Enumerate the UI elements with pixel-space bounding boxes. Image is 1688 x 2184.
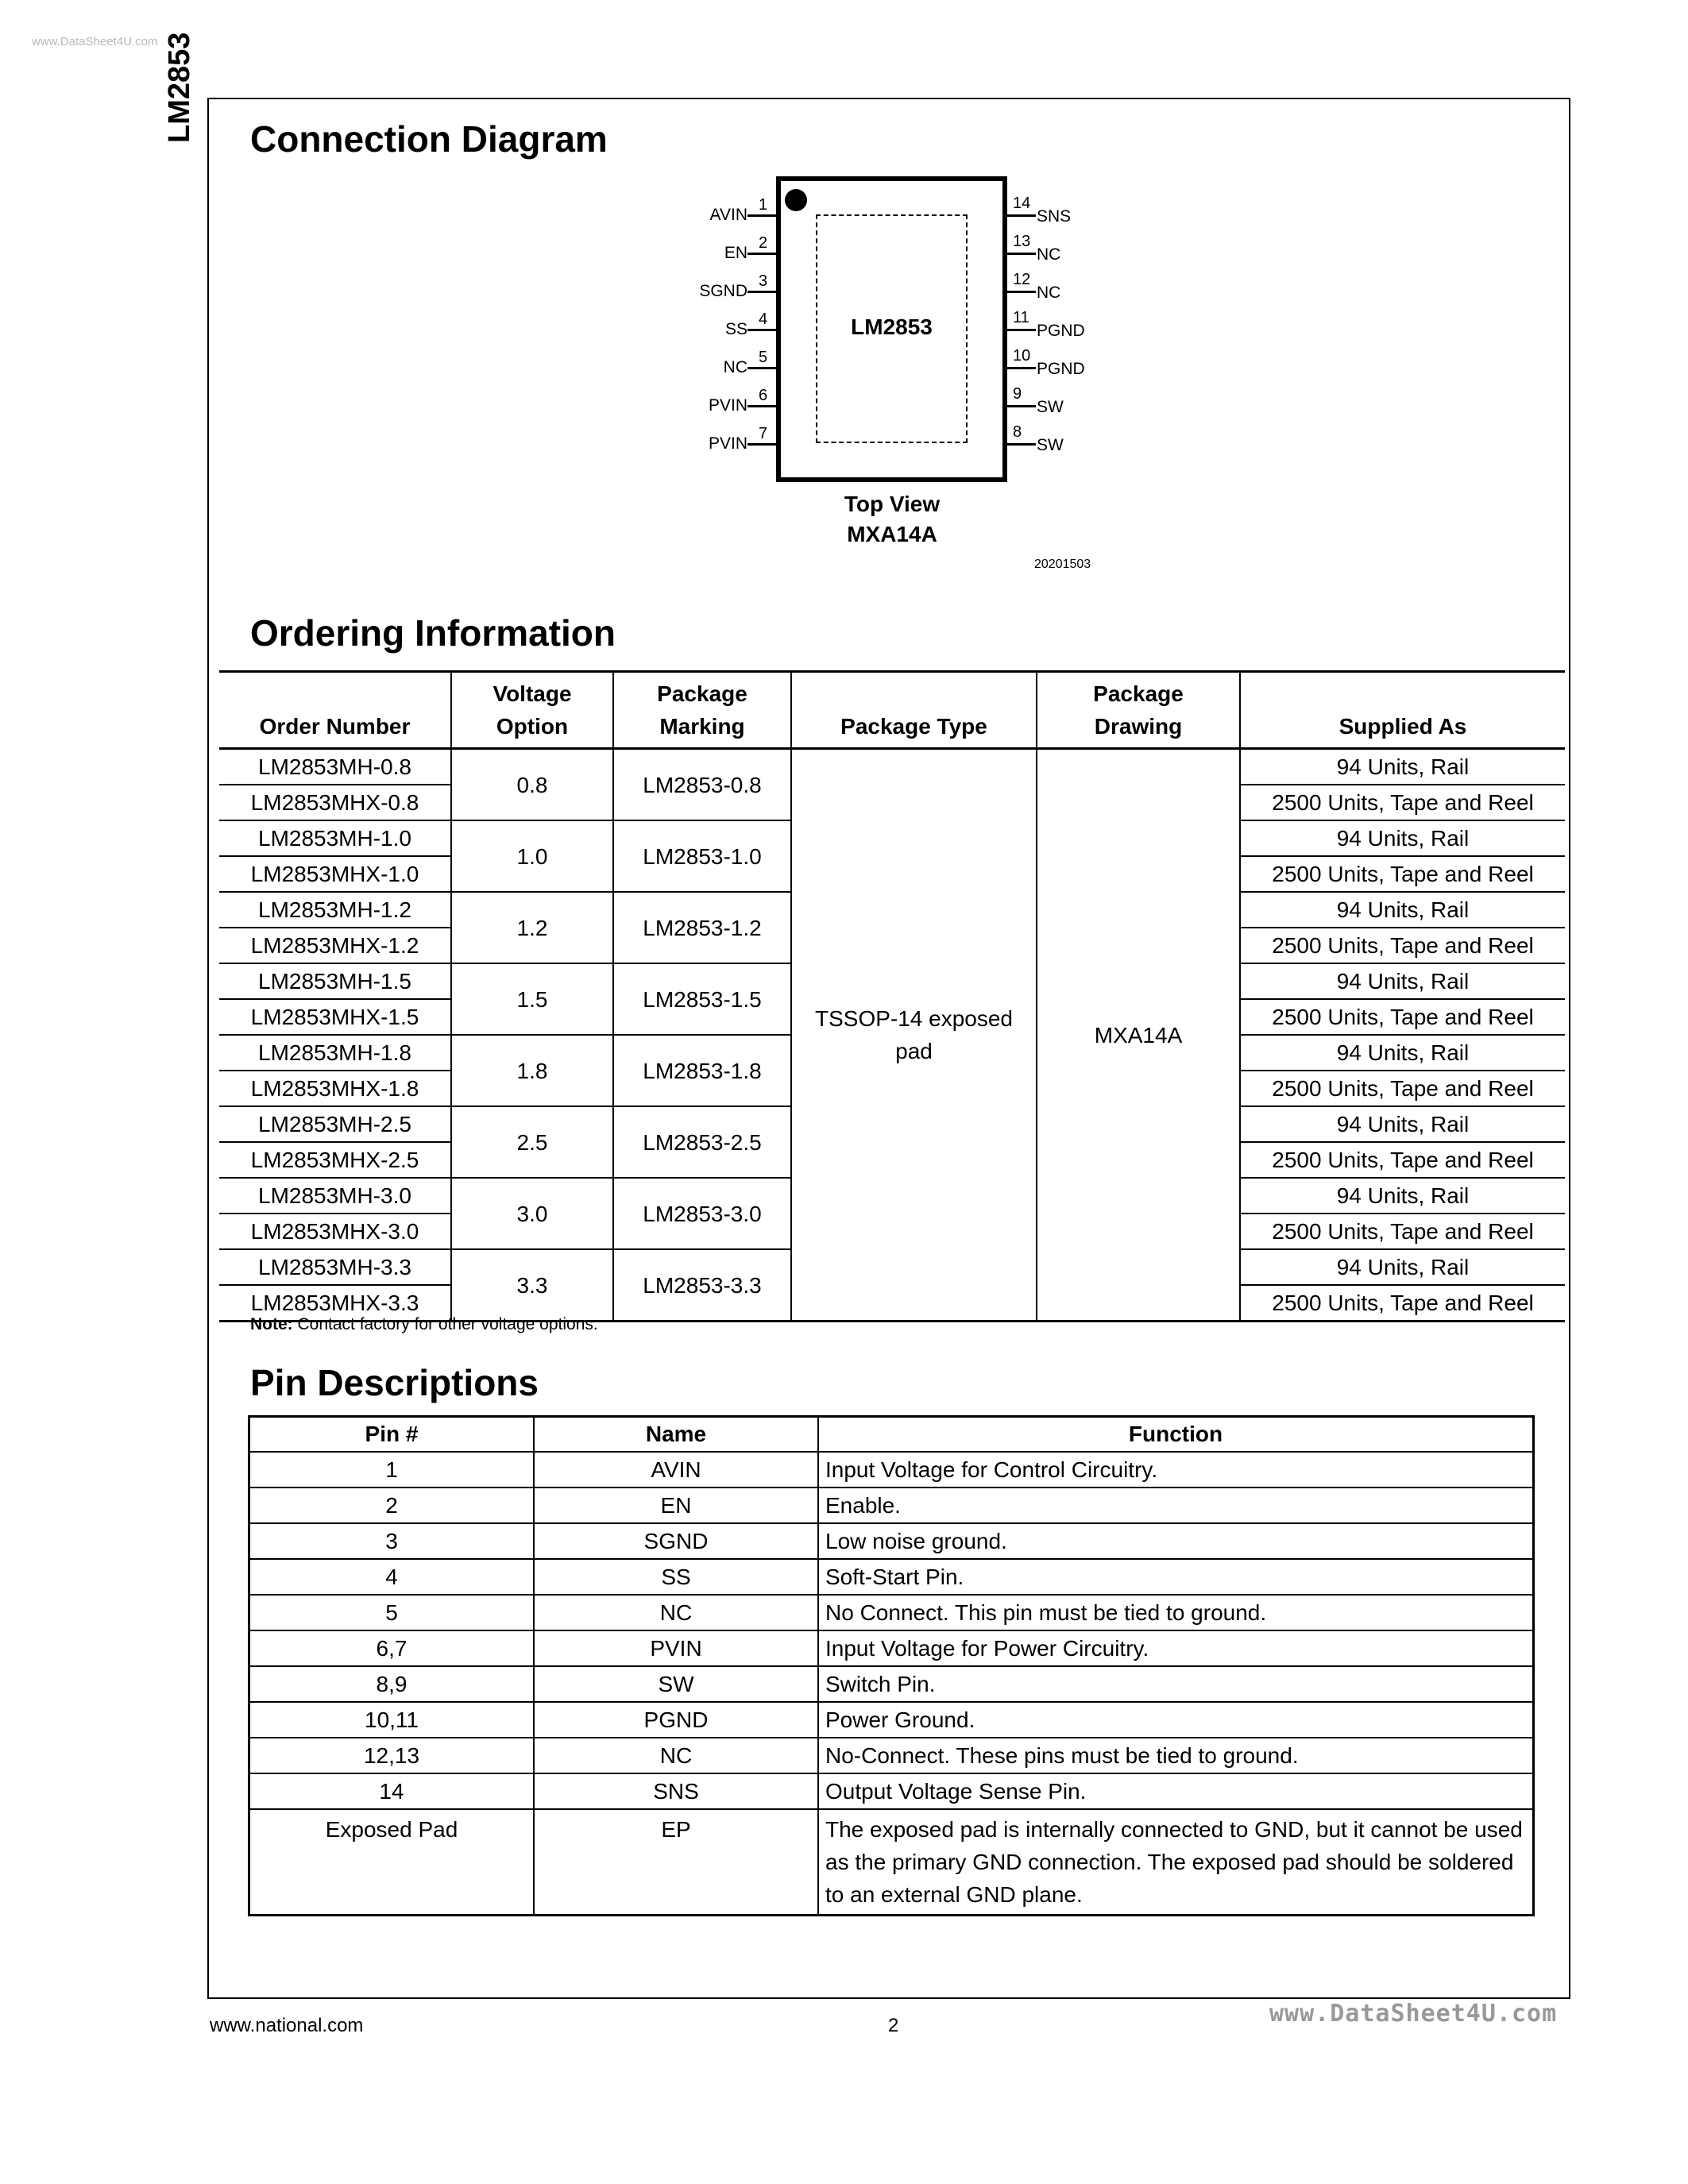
- supplied-as-cell: 94 Units, Rail: [1240, 1106, 1565, 1142]
- pin-lead-right: [1007, 291, 1036, 293]
- caption-package: MXA14A: [847, 522, 937, 546]
- supplied-as-cell: 2500 Units, Tape and Reel: [1240, 1142, 1565, 1178]
- supplied-as-cell: 94 Units, Rail: [1240, 749, 1565, 785]
- order-number-cell: LM2853MHX-1.2: [219, 928, 451, 963]
- voltage-option-cell: 0.8: [451, 749, 613, 821]
- pin-name-cell: PGND: [534, 1702, 818, 1738]
- col-pin-function: Function: [818, 1417, 1534, 1453]
- pin-label: NC: [1037, 245, 1061, 264]
- connection-diagram-heading: Connection Diagram: [250, 118, 608, 160]
- pin-lead-left: [747, 405, 776, 407]
- pin-number: 1: [759, 196, 768, 214]
- pin-number-cell: 10,11: [249, 1702, 535, 1738]
- pin-row: [249, 1595, 1534, 1630]
- pin-label: SS: [724, 320, 747, 338]
- supplied-as-cell: 94 Units, Rail: [1240, 1178, 1565, 1214]
- pin-number: 4: [759, 311, 768, 328]
- package-marking-cell: LM2853-1.5: [613, 963, 791, 1035]
- pin-name-cell: NC: [534, 1738, 818, 1773]
- order-number-cell: LM2853MH-0.8: [219, 749, 451, 785]
- side-part-number: LM2853: [163, 32, 196, 143]
- pin-row: [249, 1809, 1534, 1916]
- pin-function-cell: Switch Pin.: [818, 1666, 1534, 1702]
- pin-name-cell: EN: [534, 1488, 818, 1523]
- pin-label: NC: [723, 358, 747, 376]
- supplied-as-cell: 2500 Units, Tape and Reel: [1240, 1214, 1565, 1249]
- pin-row: [249, 1559, 1534, 1595]
- supplied-as-cell: 94 Units, Rail: [1240, 820, 1565, 856]
- pin-name-cell: SS: [534, 1559, 818, 1595]
- pin-number-cell: 12,13: [249, 1738, 535, 1773]
- supplied-as-cell: 2500 Units, Tape and Reel: [1240, 856, 1565, 892]
- package-marking-cell: LM2853-3.0: [613, 1178, 791, 1249]
- order-number-cell: LM2853MHX-1.0: [219, 856, 451, 892]
- col-order-number: Order Number: [219, 672, 451, 749]
- pin-function-cell: Input Voltage for Power Circuitry.: [818, 1630, 1534, 1666]
- order-number-cell: LM2853MHX-1.8: [219, 1071, 451, 1106]
- pin-name-cell: SW: [534, 1666, 818, 1702]
- voltage-option-cell: 1.0: [451, 820, 613, 892]
- pin-number: 7: [759, 425, 768, 442]
- order-number-cell: LM2853MH-1.0: [219, 820, 451, 856]
- pin-label: AVIN: [709, 206, 747, 224]
- ordering-table: [219, 670, 1565, 1322]
- pin-number: 6: [759, 387, 768, 404]
- ic-chip-name: LM2853: [851, 314, 933, 339]
- pin-label: SGND: [699, 282, 747, 300]
- pin-row: [249, 1773, 1534, 1809]
- order-number-cell: LM2853MHX-1.5: [219, 999, 451, 1035]
- pin-function-cell: Input Voltage for Control Circuitry.: [818, 1452, 1534, 1488]
- footer-website[interactable]: www.national.com: [210, 2015, 364, 2036]
- pin-label: PGND: [1037, 360, 1085, 378]
- pin-lead-right: [1007, 405, 1036, 407]
- pin-lead-left: [747, 329, 776, 331]
- pin-number: 14: [1013, 195, 1031, 212]
- voltage-option-cell: 1.8: [451, 1035, 613, 1106]
- order-number-cell: LM2853MHX-3.3: [219, 1285, 451, 1322]
- voltage-option-cell: 2.5: [451, 1106, 613, 1178]
- pin-row: [249, 1452, 1534, 1488]
- package-marking-cell: LM2853-1.2: [613, 892, 791, 963]
- pin-name-cell: PVIN: [534, 1630, 818, 1666]
- voltage-option-cell: 1.2: [451, 892, 613, 963]
- pin-function-cell: Power Ground.: [818, 1702, 1534, 1738]
- order-number-cell: LM2853MH-2.5: [219, 1106, 451, 1142]
- order-number-cell: LM2853MH-3.0: [219, 1178, 451, 1214]
- package-type-line1: TSSOP-14 exposed: [814, 1006, 1014, 1031]
- pin-lead-right: [1007, 367, 1036, 369]
- supplied-as-cell: 94 Units, Rail: [1240, 963, 1565, 999]
- pin-lead-left: [747, 291, 776, 293]
- ordering-note: [250, 1315, 598, 1334]
- diagram-caption: [773, 489, 1011, 550]
- pin-number: 12: [1013, 271, 1031, 288]
- supplied-as-cell: 2500 Units, Tape and Reel: [1240, 999, 1565, 1035]
- order-number-cell: LM2853MH-3.3: [219, 1249, 451, 1285]
- top-watermark: www.DataSheet4U.com: [32, 35, 158, 48]
- pin-name-cell: AVIN: [534, 1452, 818, 1488]
- pin-lead-left: [747, 214, 776, 217]
- pin-function-cell: Low noise ground.: [818, 1523, 1534, 1559]
- col-pin-number: Pin #: [249, 1417, 535, 1453]
- pin-lead-left: [747, 443, 776, 446]
- pin-descriptions-table: [248, 1415, 1535, 1916]
- caption-view: Top View: [844, 492, 941, 516]
- footer-watermark: www.DataSheet4U.com: [1269, 2000, 1558, 2028]
- note-text: Contact factory for other voltage options.: [292, 1315, 598, 1333]
- supplied-as-cell: 2500 Units, Tape and Reel: [1240, 1071, 1565, 1106]
- pin-lead-right: [1007, 253, 1036, 255]
- pin-descriptions-heading: Pin Descriptions: [250, 1362, 539, 1403]
- package-marking-cell: LM2853-3.3: [613, 1249, 791, 1322]
- package-marking-cell: LM2853-1.8: [613, 1035, 791, 1106]
- pin-row: [249, 1523, 1534, 1559]
- order-number-cell: LM2853MH-1.2: [219, 892, 451, 928]
- pin-label: PGND: [1037, 322, 1085, 340]
- pin-function-cell: No-Connect. These pins must be tied to ground.: [818, 1738, 1534, 1773]
- order-number-cell: LM2853MHX-2.5: [219, 1142, 451, 1178]
- pin-lead-right: [1007, 443, 1036, 446]
- col-package-drawing: [1037, 672, 1240, 749]
- ordering-information-heading: Ordering Information: [250, 612, 616, 654]
- pin-number-cell: 4: [249, 1559, 535, 1595]
- voltage-option-cell: 3.0: [451, 1178, 613, 1249]
- pin-row: [249, 1488, 1534, 1523]
- pin-number: 8: [1013, 423, 1022, 441]
- pin1-marker-icon: [785, 189, 807, 211]
- package-marking-cell: LM2853-2.5: [613, 1106, 791, 1178]
- col-pin-name: Name: [534, 1417, 818, 1453]
- pin-header-row: [249, 1417, 1534, 1453]
- col-drawing-line2: Drawing: [1094, 714, 1183, 739]
- figure-id: 20201503: [1034, 558, 1091, 571]
- pin-label: NC: [1037, 284, 1061, 302]
- footer-page-number: 2: [888, 2015, 899, 2036]
- pin-lead-right: [1007, 214, 1036, 217]
- col-voltage-line2: Option: [496, 714, 569, 739]
- pin-number-cell: 14: [249, 1773, 535, 1809]
- pin-number-cell: 8,9: [249, 1666, 535, 1702]
- pin-number-cell: Exposed Pad: [249, 1809, 535, 1916]
- pin-row: [249, 1666, 1534, 1702]
- pin-number: 3: [759, 272, 768, 290]
- pin-function-cell: No Connect. This pin must be tied to ground.: [818, 1595, 1534, 1630]
- col-marking-line2: Marking: [659, 714, 745, 739]
- pin-number: 13: [1013, 233, 1031, 250]
- supplied-as-cell: 2500 Units, Tape and Reel: [1240, 1285, 1565, 1322]
- pin-lead-left: [747, 253, 776, 255]
- pin-function-cell: The exposed pad is internally connected to GND, but it cannot be used as the primary GND connection. The exposed pad should be soldered to an external GND plane.: [818, 1809, 1534, 1916]
- pin-number-cell: 3: [249, 1523, 535, 1559]
- order-number-cell: LM2853MH-1.5: [219, 963, 451, 999]
- pin-name-cell: NC: [534, 1595, 818, 1630]
- col-marking-line1: Package: [657, 681, 747, 706]
- package-drawing-cell: MXA14A: [1037, 749, 1240, 1322]
- col-package-marking: [613, 672, 791, 749]
- col-voltage-line1: Voltage: [492, 681, 572, 706]
- pin-function-cell: Enable.: [818, 1488, 1534, 1523]
- note-label: Note:: [250, 1315, 293, 1333]
- voltage-option-cell: 1.5: [451, 963, 613, 1035]
- pin-number: 11: [1013, 309, 1029, 326]
- pin-lead-right: [1007, 329, 1036, 331]
- order-row: [219, 749, 1565, 785]
- package-type-cell: [791, 749, 1037, 1322]
- col-voltage-option: [451, 672, 613, 749]
- order-number-cell: LM2853MHX-0.8: [219, 785, 451, 820]
- pin-row: [249, 1738, 1534, 1773]
- pin-number-cell: 2: [249, 1488, 535, 1523]
- pin-name-cell: SGND: [534, 1523, 818, 1559]
- pin-number: 9: [1013, 385, 1022, 403]
- pin-row: [249, 1702, 1534, 1738]
- pin-function-cell: Soft-Start Pin.: [818, 1559, 1534, 1595]
- pin-label: PVIN: [708, 434, 747, 453]
- ordering-header-row: [219, 672, 1565, 749]
- order-number-cell: LM2853MH-1.8: [219, 1035, 451, 1071]
- package-type-line2: pad: [895, 1039, 933, 1063]
- voltage-option-cell: 3.3: [451, 1249, 613, 1322]
- pin-label: PVIN: [708, 396, 747, 415]
- pin-number-cell: 1: [249, 1452, 535, 1488]
- col-package-type: Package Type: [791, 672, 1037, 749]
- pin-row: [249, 1630, 1534, 1666]
- supplied-as-cell: 94 Units, Rail: [1240, 892, 1565, 928]
- package-marking-cell: LM2853-0.8: [613, 749, 791, 821]
- supplied-as-cell: 2500 Units, Tape and Reel: [1240, 785, 1565, 820]
- pin-name-cell: EP: [534, 1809, 818, 1916]
- package-marking-cell: LM2853-1.0: [613, 820, 791, 892]
- col-drawing-line1: Package: [1093, 681, 1184, 706]
- pin-name-cell: SNS: [534, 1773, 818, 1809]
- pin-function-cell: Output Voltage Sense Pin.: [818, 1773, 1534, 1809]
- supplied-as-cell: 2500 Units, Tape and Reel: [1240, 928, 1565, 963]
- pin-number-cell: 5: [249, 1595, 535, 1630]
- pin-lead-left: [747, 367, 776, 369]
- pin-label: SNS: [1037, 207, 1072, 226]
- supplied-as-cell: 94 Units, Rail: [1240, 1035, 1565, 1071]
- pin-number: 5: [759, 349, 768, 366]
- pin-number-cell: 6,7: [249, 1630, 535, 1666]
- pin-label: SW: [1037, 398, 1064, 416]
- col-supplied-as: Supplied As: [1240, 672, 1565, 749]
- supplied-as-cell: 94 Units, Rail: [1240, 1249, 1565, 1285]
- pin-number: 10: [1013, 347, 1031, 365]
- order-number-cell: LM2853MHX-3.0: [219, 1214, 451, 1249]
- pin-number: 2: [759, 234, 768, 252]
- pin-label: SW: [1037, 436, 1064, 454]
- pin-label: EN: [724, 244, 747, 262]
